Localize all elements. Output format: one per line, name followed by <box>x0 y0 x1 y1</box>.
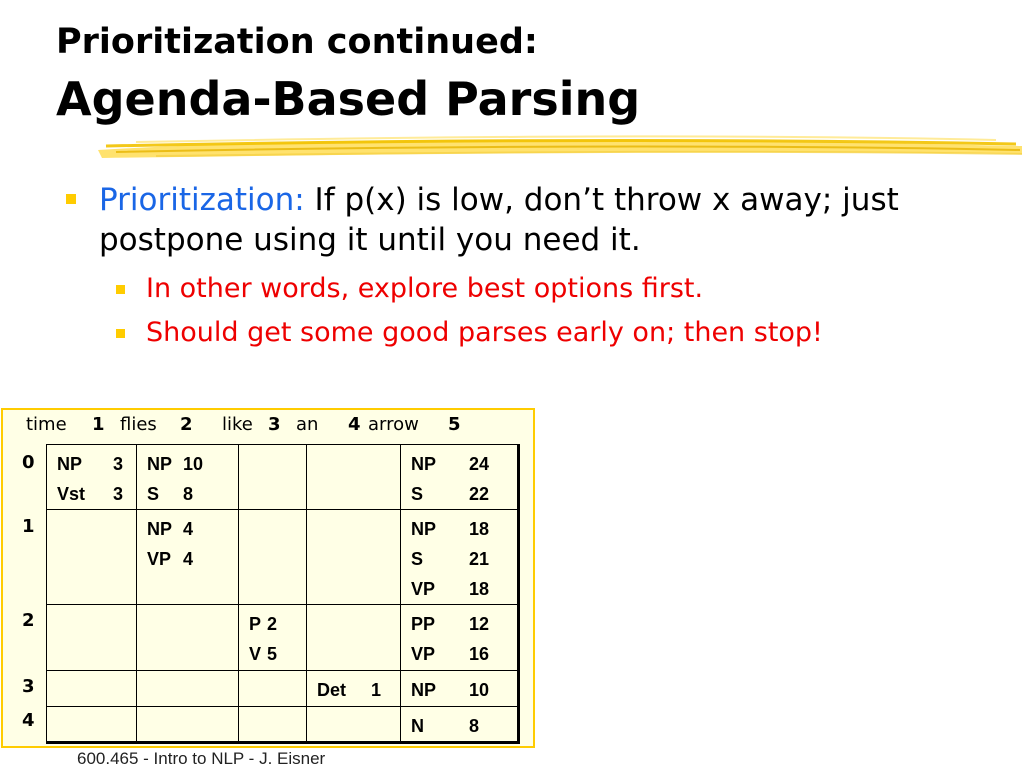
sub-bullet-text: In other words, explore best options first. <box>146 273 704 304</box>
header-word: arrow <box>368 414 419 435</box>
entry-label: NP <box>411 454 437 474</box>
table-cell <box>47 671 137 707</box>
entry-label: Det <box>317 680 347 700</box>
header-position: 2 <box>180 414 193 435</box>
entry-label: NP <box>57 454 83 474</box>
entry-label: S <box>411 549 424 569</box>
chart-entry <box>411 449 517 479</box>
table-cell <box>137 510 239 605</box>
table-cell <box>239 510 307 605</box>
table-cell <box>307 510 401 605</box>
entry-score: 3 <box>113 454 124 474</box>
header-word: like <box>222 414 253 435</box>
chart-entry <box>411 609 517 639</box>
table-row <box>47 445 519 510</box>
entry-score: 1 <box>371 680 382 700</box>
table-cell <box>47 445 137 510</box>
row-label: 0 <box>22 452 35 473</box>
entry-label: NP <box>411 680 437 700</box>
highlighter-stroke-decoration <box>96 128 1024 162</box>
chart-entry <box>57 479 136 509</box>
chart-entry <box>147 479 238 509</box>
square-bullet-icon <box>66 194 76 204</box>
chart-entry <box>411 544 517 574</box>
table-cell <box>137 671 239 707</box>
table-row <box>47 671 519 707</box>
entry-score: 3 <box>113 484 124 504</box>
parse-chart-table <box>46 444 520 744</box>
header-word: time <box>26 414 67 435</box>
chart-entry <box>411 711 517 741</box>
header-word: an <box>296 414 319 435</box>
header-word: flies <box>120 414 157 435</box>
table-cell <box>307 605 401 671</box>
table-cell <box>401 445 519 510</box>
bullet-lead: Prioritization: <box>99 182 305 218</box>
header-position: 4 <box>348 414 361 435</box>
entry-label: NP <box>147 519 173 539</box>
header-position: 1 <box>92 414 105 435</box>
slide-title-line2: Agenda-Based Parsing <box>56 72 641 126</box>
table-cell <box>401 707 519 743</box>
table-cell <box>239 605 307 671</box>
row-label: 1 <box>22 516 35 537</box>
entry-score: 10 <box>183 454 204 474</box>
table-cell <box>307 707 401 743</box>
row-label: 2 <box>22 610 35 631</box>
main-bullet-text <box>99 180 999 260</box>
row-label: 4 <box>22 710 35 731</box>
table-cell <box>307 671 401 707</box>
table-cell <box>137 445 239 510</box>
row-label: 3 <box>22 676 35 697</box>
chart-entry <box>411 574 517 604</box>
table-cell <box>47 707 137 743</box>
entry-score: 8 <box>183 484 194 504</box>
table-cell <box>307 445 401 510</box>
sub-bullet-text: Should get some good parses early on; then stop! <box>146 317 823 348</box>
table-cell <box>137 605 239 671</box>
table-row <box>47 707 519 743</box>
chart-entry <box>147 449 238 479</box>
square-bullet-icon <box>116 285 125 294</box>
entry-label: N <box>411 716 424 736</box>
slide-title-line1: Prioritization continued: <box>56 22 538 62</box>
chart-entry <box>57 449 136 479</box>
header-position: 5 <box>448 414 461 435</box>
square-bullet-icon <box>116 329 125 338</box>
table-cell <box>401 510 519 605</box>
entry-label: V <box>249 644 262 664</box>
entry-score: 4 <box>183 549 194 569</box>
chart-entry <box>249 639 306 669</box>
entry-score: 21 <box>469 549 490 569</box>
entry-label: VP <box>147 549 172 569</box>
entry-label: VP <box>411 644 436 664</box>
entry-label: P <box>249 614 262 634</box>
table-cell <box>239 671 307 707</box>
bullet-body: If p(x) is low, don’t throw x away; just postpone using it until you need it. <box>99 182 899 258</box>
entry-score: 12 <box>469 614 490 634</box>
table-cell <box>47 510 137 605</box>
header-position: 3 <box>268 414 281 435</box>
entry-score: 5 <box>267 644 278 664</box>
chart-entry <box>411 675 517 705</box>
entry-label: PP <box>411 614 436 634</box>
entry-score: 4 <box>183 519 194 539</box>
table-cell <box>239 445 307 510</box>
entry-score: 16 <box>469 644 490 664</box>
chart-entry <box>411 514 517 544</box>
table-cell <box>239 707 307 743</box>
entry-label: S <box>411 484 424 504</box>
entry-score: 10 <box>469 680 490 700</box>
chart-entry <box>411 639 517 669</box>
entry-score: 8 <box>469 716 480 736</box>
chart-entry <box>411 479 517 509</box>
slide-footer: 600.465 - Intro to NLP - J. Eisner <box>77 749 326 768</box>
entry-label: NP <box>411 519 437 539</box>
entry-score: 22 <box>469 484 490 504</box>
entry-score: 2 <box>267 614 278 634</box>
entry-label: Vst <box>57 484 86 504</box>
entry-score: 18 <box>469 519 490 539</box>
table-row <box>47 510 519 605</box>
chart-entry <box>317 675 400 705</box>
entry-label: NP <box>147 454 173 474</box>
entry-label: S <box>147 484 160 504</box>
chart-entry <box>147 514 238 544</box>
table-cell <box>137 707 239 743</box>
table-cell <box>47 605 137 671</box>
table-row <box>47 605 519 671</box>
entry-score: 18 <box>469 579 490 599</box>
entry-label: VP <box>411 579 436 599</box>
entry-score: 24 <box>469 454 490 474</box>
chart-entry <box>147 544 238 574</box>
chart-entry <box>249 609 306 639</box>
table-cell <box>401 671 519 707</box>
table-cell <box>401 605 519 671</box>
